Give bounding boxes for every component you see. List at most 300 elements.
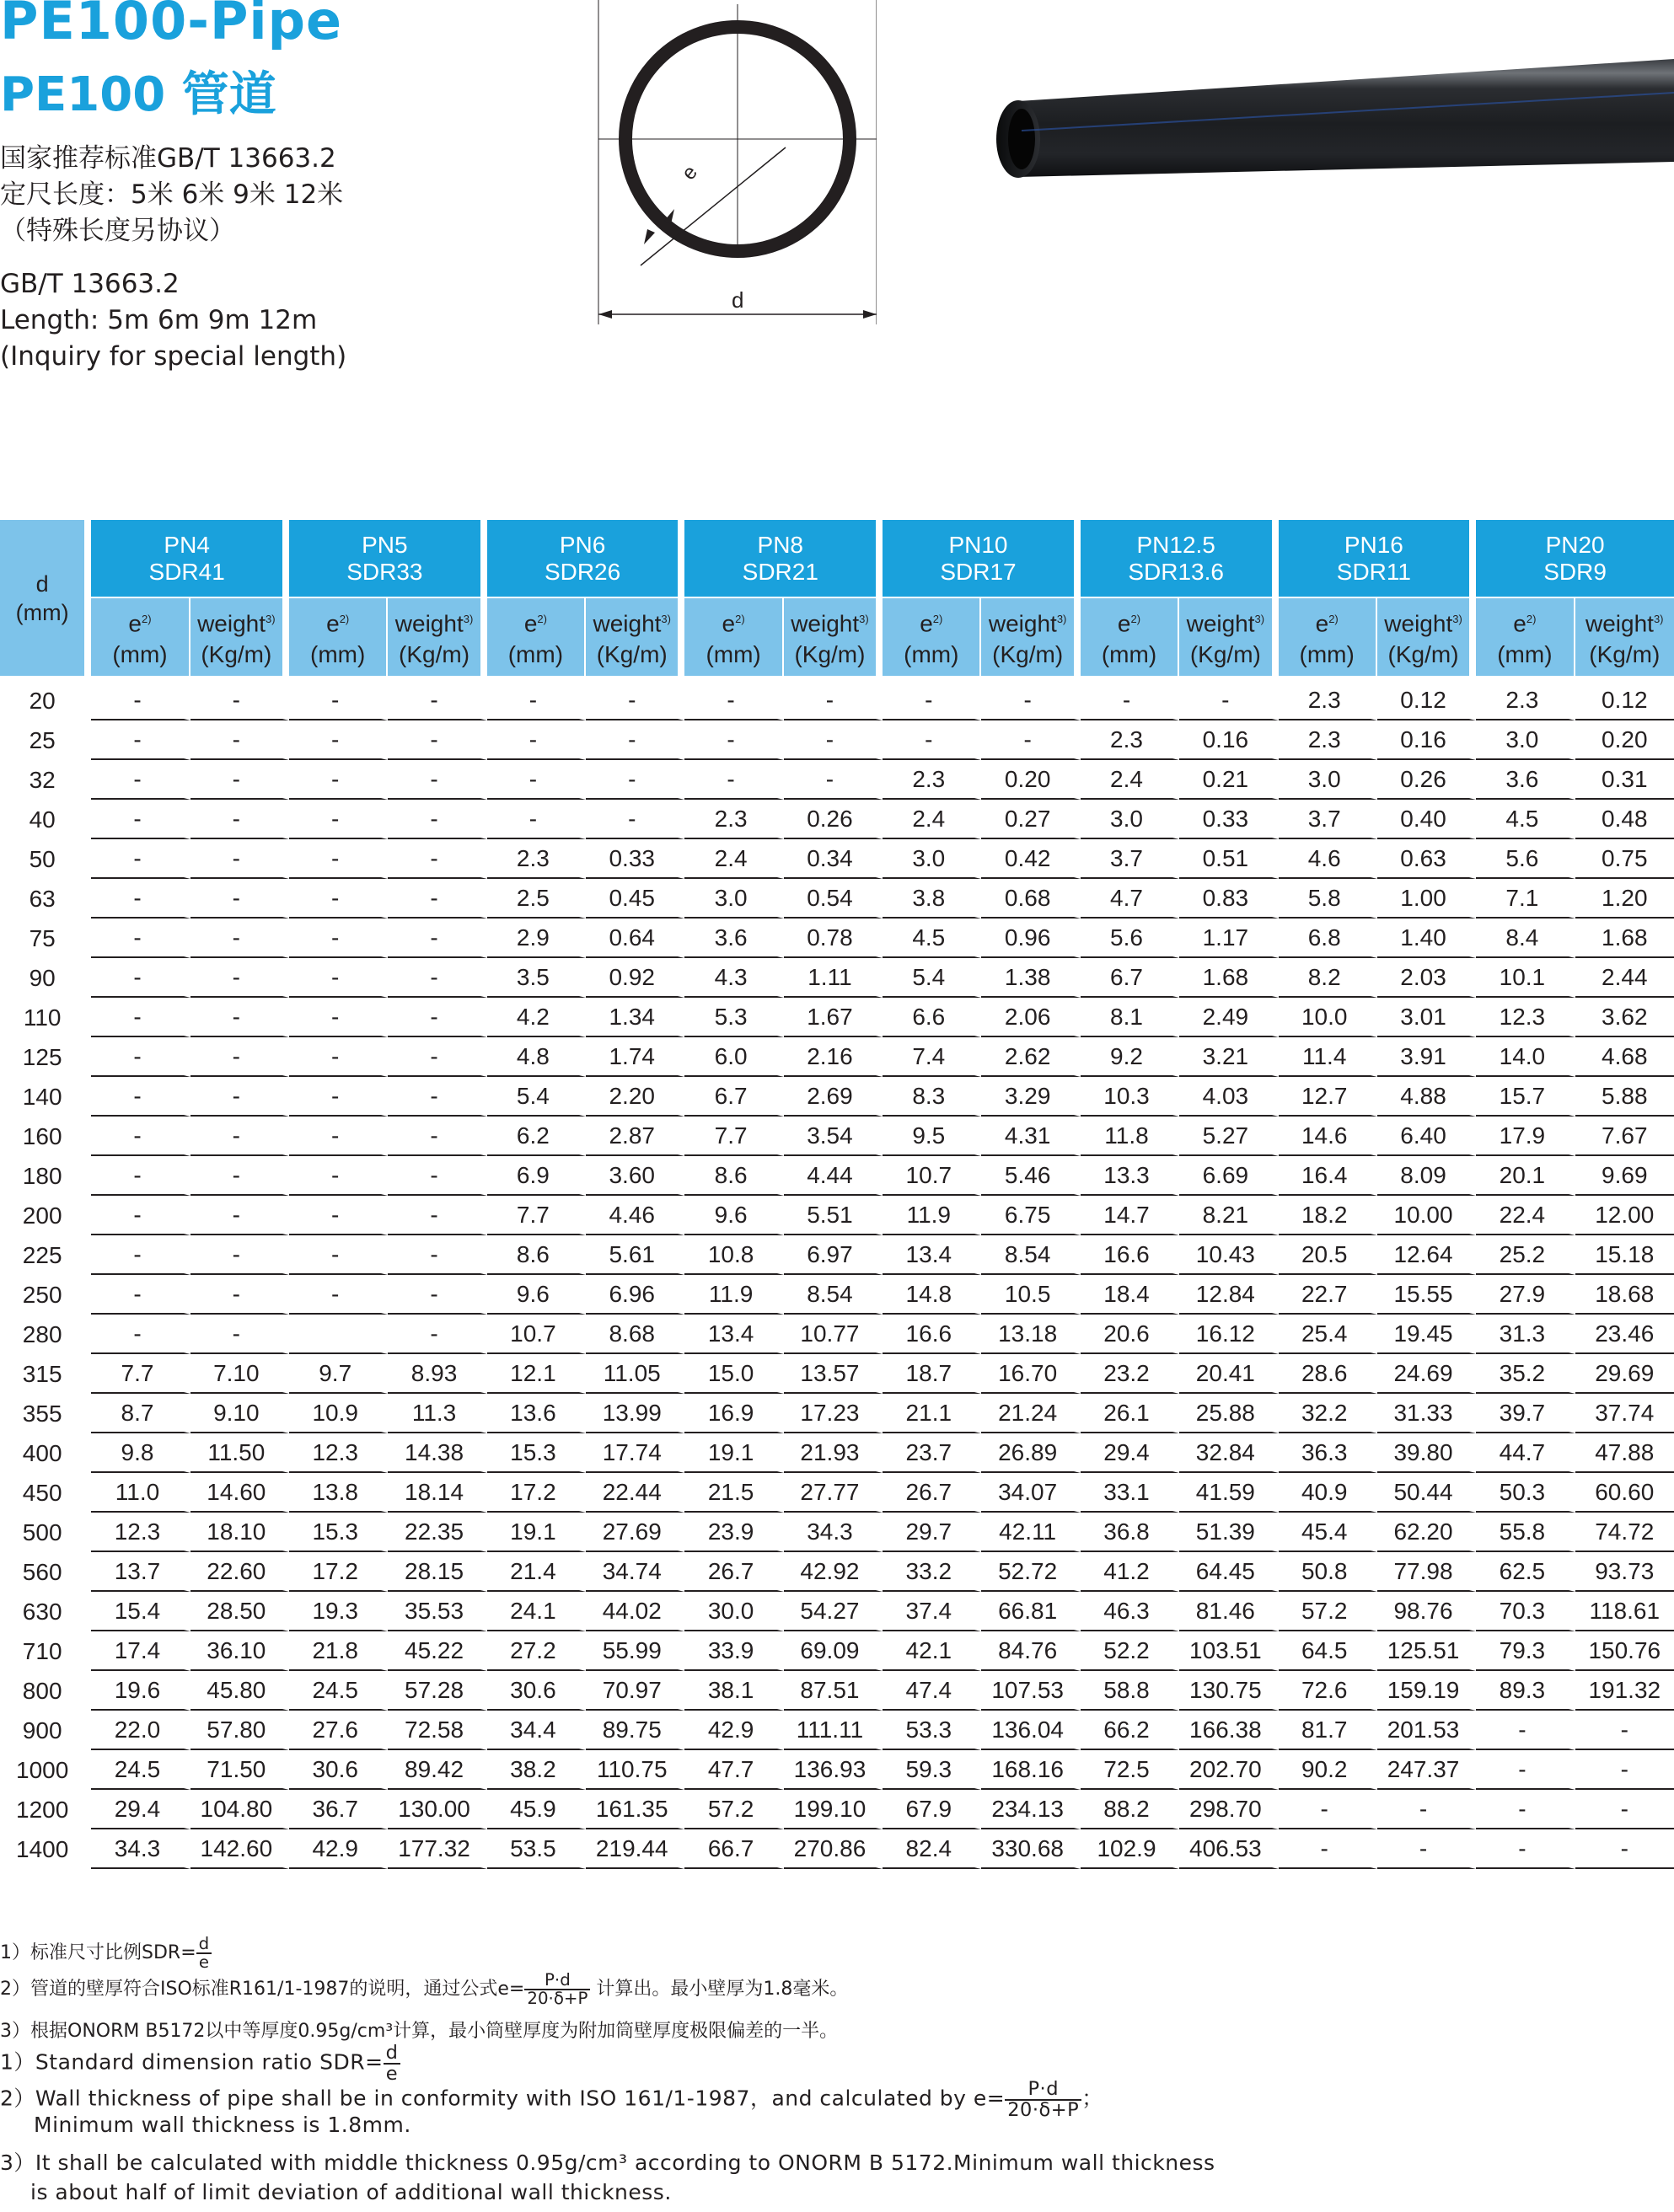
weight-cell: 2.62 <box>981 1037 1080 1077</box>
weight-cell: 104.80 <box>190 1790 289 1829</box>
unit-label: (mm) <box>112 640 168 667</box>
weight-cell: - <box>190 1117 289 1156</box>
wall-thickness-cell: - <box>91 1037 190 1077</box>
weight-label: weight <box>1384 610 1453 637</box>
group-header-pn5 <box>289 520 487 598</box>
wall-thickness-cell: - <box>91 1077 190 1117</box>
weight-cell: 201.53 <box>1377 1711 1476 1750</box>
weight-cell: 0.16 <box>1377 720 1476 760</box>
weight-cell: 1.11 <box>784 958 883 998</box>
unit-label: (mm) <box>1299 640 1355 667</box>
weight-cell: 21.24 <box>981 1394 1080 1433</box>
wall-thickness-cell: 15.0 <box>684 1354 783 1394</box>
weight-cell: 0.34 <box>784 839 883 879</box>
wall-thickness-cell: - <box>91 919 190 958</box>
weight-cell: 168.16 <box>981 1750 1080 1790</box>
weight-cell: 18.68 <box>1575 1275 1674 1315</box>
diameter-cell: 110 <box>0 998 91 1037</box>
wall-thickness-cell: 23.2 <box>1081 1354 1179 1394</box>
wall-thickness-cell: 16.6 <box>883 1315 981 1354</box>
weight-cell: - <box>388 879 486 919</box>
weight-cell: - <box>388 1196 486 1235</box>
weight-label: weight <box>593 610 662 637</box>
unit-label: (mm) <box>904 640 959 667</box>
wall-thickness-cell: 3.0 <box>1476 720 1575 760</box>
wall-thickness-cell: 6.2 <box>487 1117 586 1156</box>
weight-cell: 177.32 <box>388 1829 486 1869</box>
weight-cell: 2.06 <box>981 998 1080 1037</box>
weight-cell: 26.89 <box>981 1433 1080 1473</box>
weight-header <box>784 598 883 676</box>
weight-header <box>1377 598 1476 676</box>
unit-label: (mm) <box>507 640 564 667</box>
weight-cell: 12.00 <box>1575 1196 1674 1235</box>
wall-thickness-cell: 72.6 <box>1279 1671 1377 1711</box>
wall-thickness-cell: 12.7 <box>1279 1077 1377 1117</box>
weight-cell: 45.22 <box>388 1631 486 1671</box>
wall-thickness-cell: 9.7 <box>289 1354 388 1394</box>
diameter-cell: 1000 <box>0 1750 91 1790</box>
footnote-ref: 3) <box>266 613 276 626</box>
sdr-formula <box>196 1936 212 1971</box>
wall-thickness-cell: 33.9 <box>684 1631 783 1671</box>
weight-cell: - <box>586 800 684 839</box>
wall-thickness-cell: 3.6 <box>1476 760 1575 800</box>
wall-thickness-cell: 19.3 <box>289 1592 388 1631</box>
weight-cell: 1.68 <box>1179 958 1278 998</box>
weight-cell: 42.92 <box>784 1552 883 1592</box>
weight-cell: 29.69 <box>1575 1354 1674 1394</box>
diameter-cell: 280 <box>0 1315 91 1354</box>
wall-thickness-cell: 53.5 <box>487 1829 586 1869</box>
wall-thickness-cell: 4.5 <box>1476 800 1575 839</box>
weight-cell: 0.26 <box>784 800 883 839</box>
wall-thickness-cell: 22.0 <box>91 1711 190 1750</box>
wall-thickness-cell: 4.3 <box>684 958 783 998</box>
weight-cell: 5.51 <box>784 1196 883 1235</box>
weight-cell: - <box>388 1315 486 1354</box>
wall-thickness-cell: 17.9 <box>1476 1117 1575 1156</box>
footnote-ref: 2) <box>339 613 350 626</box>
wall-thickness-cell: 3.0 <box>1081 800 1179 839</box>
wall-thickness-cell: - <box>91 1117 190 1156</box>
wall-thickness-cell: - <box>883 720 981 760</box>
wall-thickness-cell: 5.4 <box>883 958 981 998</box>
wall-thickness-cell: 9.5 <box>883 1117 981 1156</box>
weight-cell: - <box>388 720 486 760</box>
wall-thickness-cell: - <box>289 839 388 879</box>
footnote-ref: 2) <box>932 613 943 626</box>
wall-thickness-cell: - <box>289 1037 388 1077</box>
wall-thickness-cell: 11.4 <box>1279 1037 1377 1077</box>
sdr-label: SDR17 <box>940 558 1017 585</box>
weight-cell: 12.84 <box>1179 1275 1278 1315</box>
wall-thickness-cell: - <box>289 1275 388 1315</box>
weight-cell: 4.31 <box>981 1117 1080 1156</box>
wall-thickness-cell: 26.7 <box>883 1473 981 1513</box>
wall-thickness-cell: 57.2 <box>684 1790 783 1829</box>
pipe-photo <box>978 59 1674 202</box>
diameter-cell: 800 <box>0 1671 91 1711</box>
weight-cell: - <box>1575 1750 1674 1790</box>
weight-cell: 3.54 <box>784 1117 883 1156</box>
weight-cell: 34.3 <box>784 1513 883 1552</box>
weight-cell: 22.60 <box>190 1552 289 1592</box>
wall-thickness-cell: 2.5 <box>487 879 586 919</box>
weight-cell: 0.21 <box>1179 760 1278 800</box>
weight-cell: 64.45 <box>1179 1552 1278 1592</box>
wall-thickness-cell: - <box>487 800 586 839</box>
weight-cell: 66.81 <box>981 1592 1080 1631</box>
weight-cell: 1.40 <box>1377 919 1476 958</box>
weight-cell: - <box>190 998 289 1037</box>
sdr-label: SDR13.6 <box>1128 558 1224 585</box>
weight-cell: - <box>190 1156 289 1196</box>
weight-cell: 0.54 <box>784 879 883 919</box>
e-label: e <box>523 610 538 637</box>
wall-thickness-cell: 58.8 <box>1081 1671 1179 1711</box>
weight-cell: 199.10 <box>784 1790 883 1829</box>
diameter-cell: 32 <box>0 760 91 800</box>
weight-cell: 47.88 <box>1575 1433 1674 1473</box>
table-row <box>0 958 1674 998</box>
wall-thickness-cell: - <box>684 676 783 720</box>
weight-cell: - <box>1575 1711 1674 1750</box>
wall-thickness-cell: - <box>289 1077 388 1117</box>
formula-denominator: 20·δ+P <box>1007 2098 1080 2121</box>
weight-cell: 330.68 <box>981 1829 1080 1869</box>
table-row <box>0 1750 1674 1790</box>
wall-thickness-cell: 8.4 <box>1476 919 1575 958</box>
wall-thickness-cell: 16.9 <box>684 1394 783 1433</box>
diameter-cell: 450 <box>0 1473 91 1513</box>
weight-cell: 13.57 <box>784 1354 883 1394</box>
wall-thickness-cell: 13.6 <box>487 1394 586 1433</box>
wall-thickness-cell: 38.2 <box>487 1750 586 1790</box>
weight-cell: 107.53 <box>981 1671 1080 1711</box>
table-row <box>0 1473 1674 1513</box>
wall-thickness-cell: 11.9 <box>684 1275 783 1315</box>
weight-header <box>586 598 684 676</box>
sdr-label: SDR41 <box>148 558 225 585</box>
weight-cell: - <box>388 919 486 958</box>
wall-thickness-cell: - <box>883 676 981 720</box>
pn-label: PN4 <box>164 531 210 558</box>
wall-thickness-cell: 3.0 <box>684 879 783 919</box>
wall-formula <box>524 1972 590 2007</box>
diameter-cell: 710 <box>0 1631 91 1671</box>
weight-cell: - <box>190 919 289 958</box>
wall-thickness-cell: 15.4 <box>91 1592 190 1631</box>
table-row <box>0 1552 1674 1592</box>
wall-thickness-cell: 3.0 <box>1279 760 1377 800</box>
table-row <box>0 839 1674 879</box>
pn-label: PN12.5 <box>1136 531 1215 558</box>
weight-cell: - <box>1377 1790 1476 1829</box>
formula-numerator: d <box>384 2043 401 2065</box>
weight-cell: - <box>388 800 486 839</box>
wall-thickness-cell: 15.3 <box>289 1513 388 1552</box>
weight-cell: 17.74 <box>586 1433 684 1473</box>
diameter-header-label: d <box>35 570 49 597</box>
wall-thickness-cell: 36.7 <box>289 1790 388 1829</box>
table-row <box>0 879 1674 919</box>
wall-thickness-cell: 4.5 <box>883 919 981 958</box>
weight-cell: 54.27 <box>784 1592 883 1631</box>
wall-thickness-cell: 33.1 <box>1081 1473 1179 1513</box>
weight-cell: 4.68 <box>1575 1037 1674 1077</box>
standard-line: GB/T 13663.2 <box>0 269 180 299</box>
weight-cell: 0.78 <box>784 919 883 958</box>
weight-cell: 32.84 <box>1179 1433 1278 1473</box>
diameter-cell: 1200 <box>0 1790 91 1829</box>
weight-cell: - <box>190 879 289 919</box>
weight-cell: - <box>388 1037 486 1077</box>
weight-cell: 84.76 <box>981 1631 1080 1671</box>
wall-thickness-header <box>91 598 190 676</box>
wall-thickness-cell: 19.1 <box>684 1433 783 1473</box>
weight-cell: 0.75 <box>1575 839 1674 879</box>
wall-thickness-cell: 6.9 <box>487 1156 586 1196</box>
wall-thickness-cell: 17.4 <box>91 1631 190 1671</box>
wall-thickness-cell: 8.1 <box>1081 998 1179 1037</box>
table-row <box>0 800 1674 839</box>
unit-label: (mm) <box>706 640 761 667</box>
weight-cell: 5.46 <box>981 1156 1080 1196</box>
wall-thickness-cell: 2.3 <box>1279 720 1377 760</box>
weight-cell: 42.11 <box>981 1513 1080 1552</box>
wall-thickness-cell: 24.5 <box>289 1671 388 1711</box>
diameter-cell: 40 <box>0 800 91 839</box>
weight-cell: 0.26 <box>1377 760 1476 800</box>
diameter-cell: 560 <box>0 1552 91 1592</box>
unit-label: (mm) <box>1101 640 1157 667</box>
wall-thickness-cell: 62.5 <box>1476 1552 1575 1592</box>
wall-thickness-cell: - <box>91 1156 190 1196</box>
sdr-label: SDR9 <box>1543 558 1607 585</box>
footnote-ref: 3) <box>1653 613 1664 626</box>
weight-cell: - <box>190 1315 289 1354</box>
diameter-cell: 500 <box>0 1513 91 1552</box>
wall-thickness-cell: 12.1 <box>487 1354 586 1394</box>
weight-cell: 89.42 <box>388 1750 486 1790</box>
weight-cell: 10.77 <box>784 1315 883 1354</box>
wall-thickness-cell: 38.1 <box>684 1671 783 1711</box>
weight-cell: - <box>388 1235 486 1275</box>
wall-thickness-cell: 52.2 <box>1081 1631 1179 1671</box>
wall-thickness-cell: 21.1 <box>883 1394 981 1433</box>
note-text: 2）管道的壁厚符合ISO标准R161/1-1987的说明，通过公式e= <box>0 1978 525 2000</box>
weight-cell: 2.44 <box>1575 958 1674 998</box>
weight-cell: 111.11 <box>784 1711 883 1750</box>
table-row <box>0 676 1674 720</box>
weight-cell: 6.97 <box>784 1235 883 1275</box>
wall-thickness-cell: 28.6 <box>1279 1354 1377 1394</box>
weight-cell: 52.72 <box>981 1552 1080 1592</box>
footnote-ref: 2) <box>735 613 745 626</box>
wall-thickness-cell: 19.6 <box>91 1671 190 1711</box>
group-header-pn20 <box>1476 520 1674 598</box>
weight-cell: 18.14 <box>388 1473 486 1513</box>
e-label: e <box>1315 610 1329 637</box>
weight-cell: 22.35 <box>388 1513 486 1552</box>
header-row-units <box>0 598 1674 676</box>
weight-cell: 8.93 <box>388 1354 486 1394</box>
table-row <box>0 1196 1674 1235</box>
table-row <box>0 919 1674 958</box>
diameter-cell: 250 <box>0 1275 91 1315</box>
weight-cell: 13.99 <box>586 1394 684 1433</box>
weight-cell: - <box>784 676 883 720</box>
unit-label: (mm) <box>1497 640 1553 667</box>
weight-cell: 98.76 <box>1377 1592 1476 1631</box>
footnote-ref: 2) <box>1130 613 1141 626</box>
weight-header <box>190 598 289 676</box>
wall-thickness-cell: 79.3 <box>1476 1631 1575 1671</box>
weight-cell: 41.59 <box>1179 1473 1278 1513</box>
weight-cell: 69.09 <box>784 1631 883 1671</box>
weight-cell: 125.51 <box>1377 1631 1476 1671</box>
table-row <box>0 1354 1674 1394</box>
wall-thickness-cell: 29.4 <box>91 1790 190 1829</box>
weight-cell: 2.87 <box>586 1117 684 1156</box>
weight-cell: 34.74 <box>586 1552 684 1592</box>
weight-cell: 7.67 <box>1575 1117 1674 1156</box>
weight-header <box>981 598 1080 676</box>
note-cn-2 <box>0 1972 848 2007</box>
weight-cell: 28.50 <box>190 1592 289 1631</box>
wall-thickness-cell: 10.7 <box>487 1315 586 1354</box>
weight-cell: 50.44 <box>1377 1473 1476 1513</box>
note-text-suffix: ； <box>1081 2086 1103 2111</box>
wall-thickness-cell: 88.2 <box>1081 1790 1179 1829</box>
formula-numerator: P·d <box>1005 2080 1081 2101</box>
special-length-line: （特殊长度另协议） <box>0 216 235 246</box>
weight-cell: - <box>190 1275 289 1315</box>
wall-thickness-cell: 11.0 <box>91 1473 190 1513</box>
weight-cell: 159.19 <box>1377 1671 1476 1711</box>
sdr-formula <box>384 2043 401 2083</box>
wall-thickness-cell: - <box>1476 1829 1575 1869</box>
pn-label: PN16 <box>1344 531 1403 558</box>
wall-thickness-cell: 9.6 <box>684 1196 783 1235</box>
wall-thickness-cell: - <box>289 1196 388 1235</box>
wall-thickness-cell: 14.7 <box>1081 1196 1179 1235</box>
standard-line: 国家推荐标准GB/T 13663.2 <box>0 143 336 174</box>
table-row <box>0 1711 1674 1750</box>
wall-thickness-cell: - <box>289 1235 388 1275</box>
wall-thickness-cell: - <box>91 720 190 760</box>
wall-thickness-cell: 4.6 <box>1279 839 1377 879</box>
wall-thickness-cell: 9.8 <box>91 1433 190 1473</box>
diameter-cell: 355 <box>0 1394 91 1433</box>
note-text-suffix: 计算出。最小壁厚为1.8毫米。 <box>590 1978 849 2000</box>
wall-thickness-cell: 47.7 <box>684 1750 783 1790</box>
weight-cell: - <box>190 800 289 839</box>
weight-cell: 3.60 <box>586 1156 684 1196</box>
table-row <box>0 1513 1674 1552</box>
weight-cell: - <box>190 839 289 879</box>
weight-cell: 0.63 <box>1377 839 1476 879</box>
wall-thickness-cell: - <box>91 760 190 800</box>
wall-thickness-cell: 6.7 <box>1081 958 1179 998</box>
wall-thickness-cell: - <box>91 879 190 919</box>
wall-thickness-cell: 25.4 <box>1279 1315 1377 1354</box>
wall-thickness-cell: 25.2 <box>1476 1235 1575 1275</box>
weight-cell: 3.91 <box>1377 1037 1476 1077</box>
wall-thickness-cell: 7.1 <box>1476 879 1575 919</box>
table-row <box>0 1037 1674 1077</box>
wall-thickness-cell: 36.3 <box>1279 1433 1377 1473</box>
wall-thickness-cell: - <box>684 760 783 800</box>
wall-thickness-cell: 64.5 <box>1279 1631 1377 1671</box>
weight-cell: 8.68 <box>586 1315 684 1354</box>
wall-thickness-cell: - <box>91 998 190 1037</box>
weight-cell: 18.10 <box>190 1513 289 1552</box>
wall-thickness-cell: 20.5 <box>1279 1235 1377 1275</box>
weight-cell: 0.83 <box>1179 879 1278 919</box>
weight-cell: 34.07 <box>981 1473 1080 1513</box>
weight-cell: 191.32 <box>1575 1671 1674 1711</box>
wall-thickness-cell: - <box>1476 1711 1575 1750</box>
note-en-2-continued: Minimum wall thickness is 1.8mm. <box>34 2113 411 2137</box>
wall-thickness-cell: 10.7 <box>883 1156 981 1196</box>
weight-header <box>388 598 486 676</box>
wall-thickness-cell: 24.5 <box>91 1750 190 1790</box>
wall-thickness-cell: - <box>91 1235 190 1275</box>
wall-thickness-cell: 10.9 <box>289 1394 388 1433</box>
wall-thickness-cell: 33.2 <box>883 1552 981 1592</box>
table-row <box>0 998 1674 1037</box>
weight-cell: 44.02 <box>586 1592 684 1631</box>
note-en-3-continued: is about half of limit deviation of additional wall thickness. <box>30 2180 672 2204</box>
weight-cell: 10.00 <box>1377 1196 1476 1235</box>
wall-thickness-cell: 21.4 <box>487 1552 586 1592</box>
wall-thickness-cell: 11.9 <box>883 1196 981 1235</box>
weight-cell: 13.18 <box>981 1315 1080 1354</box>
formula-denominator: e <box>385 2062 399 2085</box>
weight-cell: 87.51 <box>784 1671 883 1711</box>
weight-cell: 22.44 <box>586 1473 684 1513</box>
group-header-pn16 <box>1279 520 1477 598</box>
weight-cell: 234.13 <box>981 1790 1080 1829</box>
wall-thickness-cell <box>289 1315 388 1354</box>
weight-label: weight <box>988 610 1057 637</box>
wall-thickness-cell: 36.8 <box>1081 1513 1179 1552</box>
weight-cell: - <box>388 958 486 998</box>
wall-thickness-cell: 55.8 <box>1476 1513 1575 1552</box>
wall-thickness-cell: 16.4 <box>1279 1156 1377 1196</box>
wall-thickness-cell: 21.8 <box>289 1631 388 1671</box>
weight-cell: 0.27 <box>981 800 1080 839</box>
weight-cell: 0.96 <box>981 919 1080 958</box>
wall-thickness-cell: - <box>91 839 190 879</box>
wall-thickness-cell: 29.4 <box>1081 1433 1179 1473</box>
weight-cell: - <box>388 1117 486 1156</box>
weight-cell: 20.41 <box>1179 1354 1278 1394</box>
length-line: 定尺长度：5米 6米 9米 12米 <box>0 179 344 210</box>
wall-thickness-cell: 27.2 <box>487 1631 586 1671</box>
weight-cell: 1.68 <box>1575 919 1674 958</box>
footnote-ref: 2) <box>141 613 152 626</box>
table-row <box>0 1117 1674 1156</box>
weight-cell: 77.98 <box>1377 1552 1476 1592</box>
pn-label: PN20 <box>1545 531 1605 558</box>
weight-cell: 27.77 <box>784 1473 883 1513</box>
wall-thickness-header <box>684 598 783 676</box>
weight-cell: 57.28 <box>388 1671 486 1711</box>
wall-thickness-cell: - <box>91 800 190 839</box>
